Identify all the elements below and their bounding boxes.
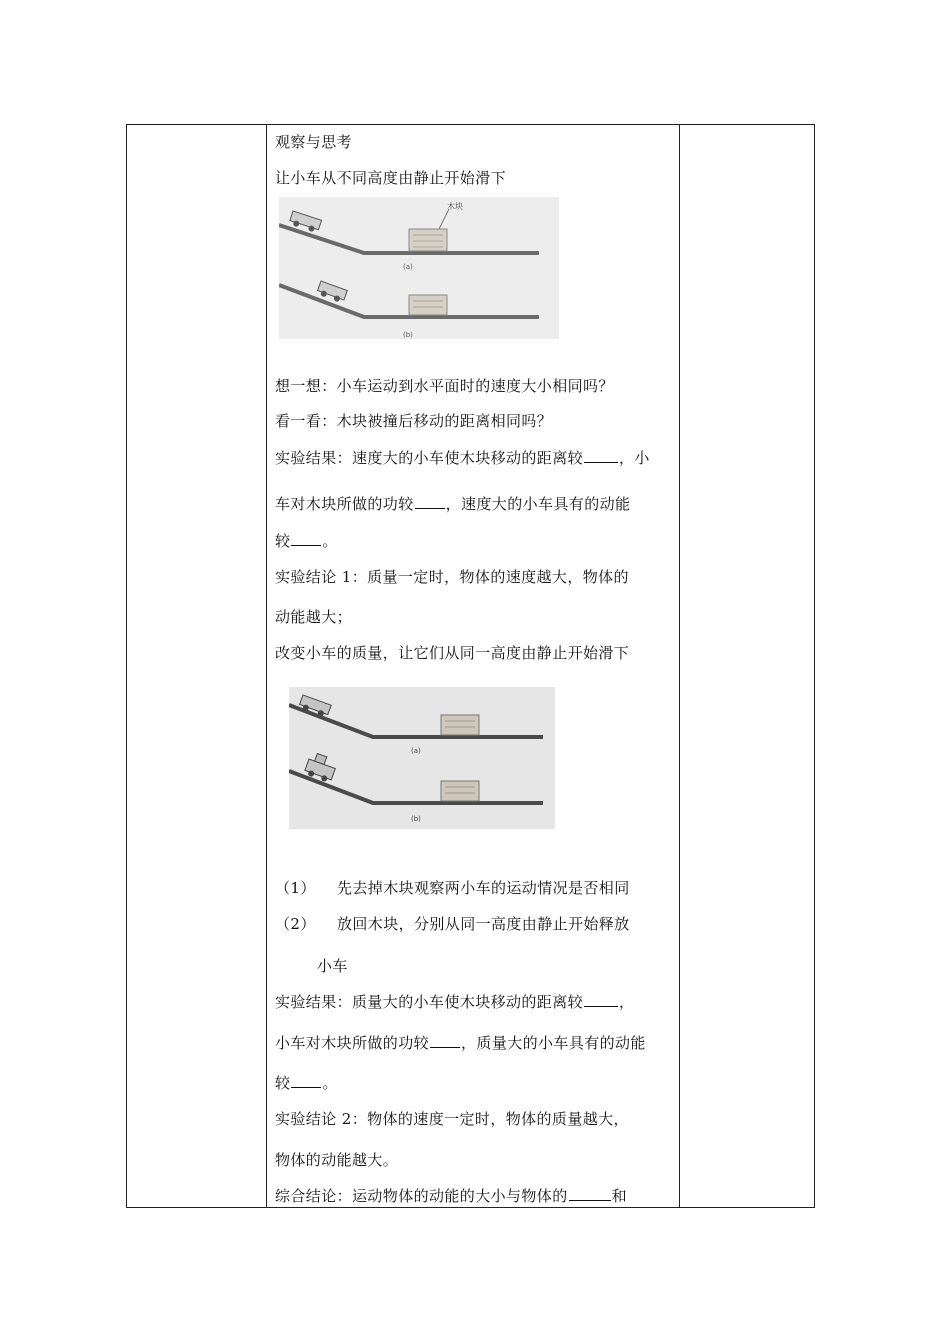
fill-blank[interactable] [415,507,445,509]
conclusion-1-line-2: 动能越大； [275,608,353,626]
step-1-number: （1） [275,879,316,897]
ramp-diagram-1 [279,197,559,339]
result-2-line-1 [275,991,634,1012]
figure-ramp-mass [289,687,555,829]
figure-ramp-heights [279,197,559,339]
conclusion-2-line-2: 物体的动能越大。 [275,1151,399,1169]
step-1 [275,877,630,898]
result-2-text-f: 。 [322,1074,338,1092]
result-2-line-3 [275,1072,338,1093]
step-2-number: （2） [275,915,316,933]
fig2-label-a: (a) [411,747,421,755]
step-1-text: 先去掉木块观察两小车的运动情况是否相同 [337,879,630,897]
fill-blank[interactable] [569,1199,611,1201]
result-1-line-3 [275,530,338,551]
overall-conclusion [275,1185,627,1206]
step-2-text: 放回木块，分别从同一高度由静止开始释放 [337,915,630,933]
result-1-text-d: ，速度大的小车具有的动能 [445,495,631,513]
fill-blank[interactable] [584,461,618,463]
result-2-text-e: 较 [275,1074,291,1092]
question-speed: 想一想：小车运动到水平面时的速度大小相同吗？ [275,377,614,395]
fill-blank[interactable] [291,1086,321,1088]
ramp-diagram-2 [289,687,555,829]
fill-blank[interactable] [430,1046,460,1048]
result-2-text-c: 小车对木块所做的功较 [275,1034,430,1052]
result-1-text-b: ，小 [619,449,650,467]
result-1-line-1 [275,447,650,468]
overall-conclusion-text-b: 和 [611,1187,628,1205]
column-divider-left [266,125,267,1207]
fill-blank[interactable] [584,1005,618,1007]
block-label-text: 木块 [447,202,463,211]
result-1-text-c: 车对木块所做的功较 [275,495,414,513]
step-2 [275,913,630,934]
conclusion-2-line-1: 实验结论 2：物体的速度一定时，物体的质量越大， [275,1110,629,1128]
result-2-text-b: ， [619,993,635,1011]
result-1-text-a: 实验结果：速度大的小车使木块移动的距离较 [275,449,584,467]
result-2-line-2 [275,1032,646,1053]
result-2-text-d: ，质量大的小车具有的动能 [461,1034,646,1052]
table-frame [126,124,815,1208]
fig2-label-b: (b) [411,815,421,823]
fig1-label-a: (a) [403,263,413,271]
instruction-1: 让小车从不同高度由静止开始滑下 [275,169,507,187]
overall-conclusion-text-a: 综合结论：运动物体的动能的大小与物体的 [275,1187,568,1205]
fill-blank[interactable] [291,544,321,546]
question-distance: 看一看：木块被撞后移动的距离相同吗？ [275,412,553,430]
fig1-label-b: (b) [403,331,413,339]
column-divider-right [679,125,680,1207]
result-1-text-f: 。 [322,532,338,550]
instruction-2: 改变小车的质量，让它们从同一高度由静止开始滑下 [275,644,630,662]
result-2-text-a: 实验结果：质量大的小车使木块移动的距离较 [275,993,584,1011]
heading-observe: 观察与思考 [275,133,353,151]
step-2-continued: 小车 [317,957,348,975]
result-1-text-e: 较 [275,532,291,550]
result-1-line-2 [275,493,630,514]
conclusion-1-line-1: 实验结论 1：质量一定时，物体的速度越大，物体的 [275,568,629,586]
